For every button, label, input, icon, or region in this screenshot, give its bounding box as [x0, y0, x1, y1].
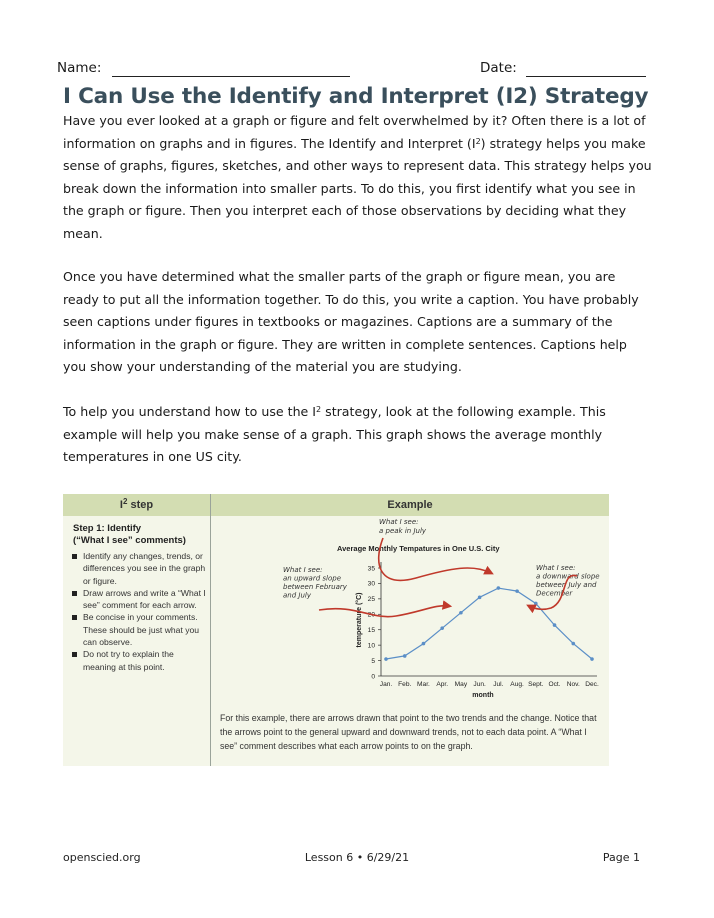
y-tick-label: 35 — [367, 565, 375, 573]
step-title — [73, 523, 186, 547]
data-point — [459, 611, 463, 615]
x-tick-label: Sept. — [528, 681, 544, 688]
example-intro-superscript: 2 — [316, 405, 322, 414]
annotation-right-line: a downward slope — [536, 572, 600, 581]
chart-title: Average Monthly Tempatures in One U.S. City — [337, 544, 500, 553]
figure-note: For this example, there are arrows drawn that point to the two trends and the change. Notice that the arrows point to the general upward and downward trends, not to each data point. A “What I see” comment describes what each arrow points to on the graph. — [220, 713, 597, 752]
annotation-left-line: an upward slope — [283, 574, 342, 583]
y-tick-label: 5 — [371, 657, 375, 665]
data-point — [422, 642, 426, 646]
column-header-step-b: step — [127, 499, 154, 511]
y-tick-label: 30 — [367, 580, 375, 588]
name-field-line[interactable] — [112, 76, 350, 77]
data-point — [515, 589, 519, 593]
data-point — [403, 654, 407, 658]
page-title: I Can Use the Identify and Interpret (I2) Strategy — [63, 84, 649, 109]
data-point — [497, 586, 501, 590]
annotation-top — [379, 518, 427, 535]
annotation-left — [283, 566, 349, 600]
x-tick-label: Oct. — [548, 681, 561, 688]
temperature-line-chart — [211, 516, 609, 711]
data-point — [534, 602, 538, 606]
column-header-step-sup: 2 — [122, 497, 128, 506]
step-bullet-list — [71, 550, 207, 673]
x-tick-labels — [380, 681, 599, 688]
data-point — [478, 596, 482, 600]
name-date-row — [57, 60, 657, 80]
annotation-right-line: December — [536, 589, 573, 598]
x-tick-label: Jun. — [473, 681, 486, 688]
caption-paragraph: Once you have determined what the smaller parts of the graph or figure mean, you are ready to put all the information together. To do this, you write a caption. You have probably seen captions under figures in textbooks or magazines. Captions are a summary of the information in the graph or figure. They are written in complete sentences. Captions help you show your understanding of the material you are studying. — [63, 269, 639, 375]
annotation-right — [536, 564, 602, 598]
example-intro-paragraph — [63, 401, 653, 469]
data-point — [440, 626, 444, 630]
annotation-top-line: What I see: — [379, 518, 419, 526]
y-tick-label: 0 — [371, 673, 375, 681]
column-header-example: Example — [387, 499, 433, 511]
y-tick-label: 15 — [367, 627, 375, 635]
step-bullet: Be concise in your comments. These should be just what you can observe. — [71, 611, 207, 648]
x-tick-label: Jan. — [379, 681, 393, 688]
step-bullet: Do not try to explain the meaning at this point. — [71, 648, 207, 673]
intro-text-a: Have you ever looked at a graph or figure and felt overwhelmed by it? Often there is a lot of information on graphs and in figures. The Identify and Interpret (I — [63, 113, 646, 151]
example-intro-text-a: To help you understand how to use the I — [63, 404, 317, 419]
step-bullet: Draw arrows and write a “What I see” comment for each arrow. — [71, 587, 207, 612]
x-tick-label: Feb. — [398, 681, 412, 688]
y-tick-labels — [368, 565, 381, 680]
column-header-step-a: I — [119, 499, 123, 511]
data-point — [384, 657, 388, 661]
y-axis-label: temperature (°C) — [356, 592, 363, 648]
y-tick-label: 10 — [367, 642, 375, 650]
footer-site: openscied.org — [63, 851, 141, 864]
figure-header — [63, 494, 609, 516]
data-point — [571, 642, 575, 646]
date-label: Date: — [480, 60, 517, 76]
annotation-right-line: What I see: — [536, 564, 576, 572]
y-tick-label: 25 — [367, 596, 375, 604]
footer-page: Page 1 — [602, 851, 640, 864]
annotation-left-line: and July — [283, 591, 311, 600]
data-point — [590, 657, 594, 661]
intro-superscript: 2 — [475, 136, 481, 146]
x-tick-label: Dec. — [585, 681, 599, 688]
x-tick-label: Jul. — [493, 681, 504, 688]
step-subtitle-line: (“What I see” comments) — [73, 535, 186, 546]
x-tick-label: Apr. — [436, 681, 449, 688]
x-axis-label: month — [472, 692, 494, 699]
annotation-left-line: between February — [283, 583, 347, 591]
intro-paragraph — [63, 110, 653, 246]
x-tick-label: Mar. — [417, 681, 430, 688]
data-point — [553, 623, 557, 627]
name-label: Name: — [57, 60, 102, 76]
footer-lesson: Lesson 6 • 6/29/21 — [304, 851, 410, 864]
example-figure — [63, 494, 609, 766]
intro-text-b: ) strategy helps you make sense of graphs, figures, sketches, and other ways to represent data. This strategy helps you break down the information into smaller parts. To do this, you first identify what you see in the graph or figure. Then you interpret each of those observations by deciding what they mean. — [63, 135, 652, 241]
annotation-left-line: What I see: — [283, 566, 323, 574]
arrow-upward-slope — [319, 606, 449, 617]
y-tick-label: 20 — [367, 611, 375, 619]
example-intro-text-b: strategy, look at the following example. This example will help you make sense of a graph. This graph shows the average monthly temperatures in one US city. — [63, 404, 606, 465]
step-bullet: Identify any changes, trends, or differences you see in the graph or figure. — [71, 550, 207, 587]
annotation-top-line: a peak in July — [379, 527, 427, 535]
date-field-line[interactable] — [526, 76, 646, 77]
step-title-line: Step 1: Identify — [73, 523, 142, 534]
x-tick-label: Nov. — [566, 681, 580, 688]
annotation-right-line: between July and — [536, 581, 597, 589]
column-header-step — [63, 494, 210, 516]
x-tick-label: May — [454, 681, 468, 688]
x-tick-label: Aug. — [510, 681, 524, 688]
